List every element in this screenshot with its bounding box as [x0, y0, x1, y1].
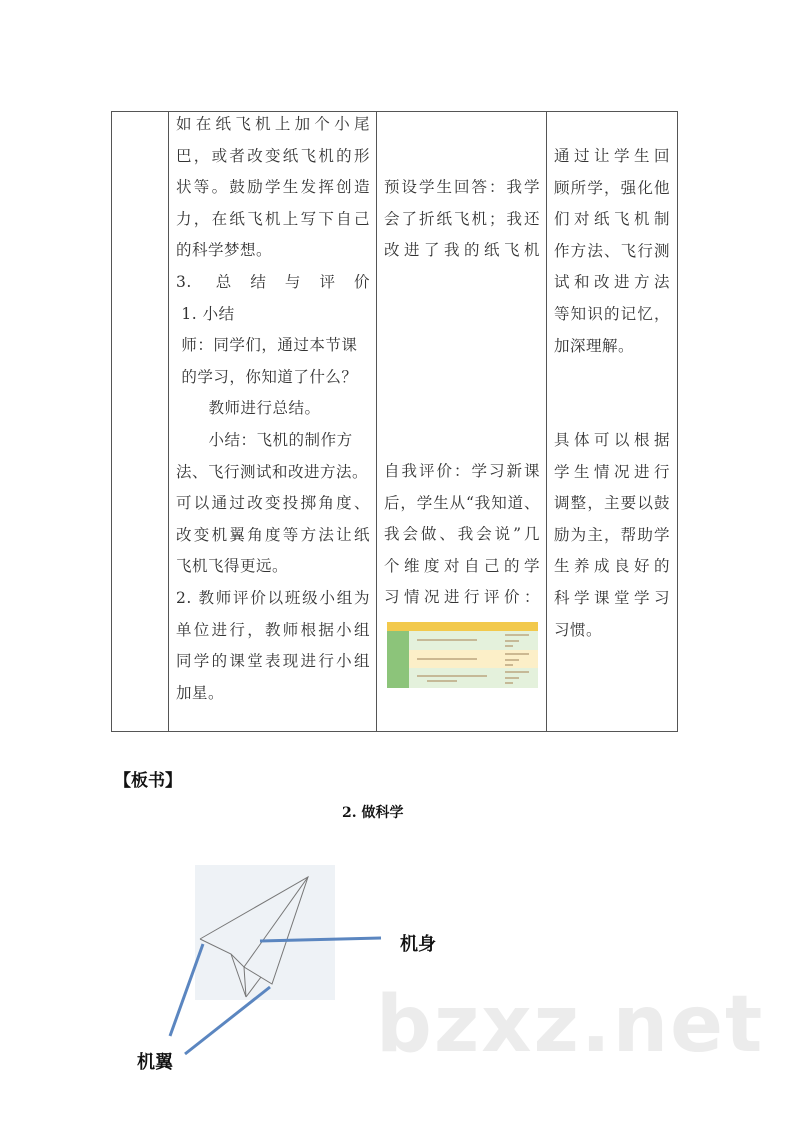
design-intent-text — [554, 141, 670, 362]
board-title: 2. 做科学 — [342, 805, 404, 821]
text-line: 状等。鼓励学生发挥创造 — [176, 178, 370, 197]
text-line: 顾所学，强化他 — [554, 178, 670, 197]
watermark: bzxz.net — [376, 980, 765, 1070]
text-line: 小结：飞机的制作方 — [176, 430, 353, 449]
text-line: 调整，主要以鼓 — [554, 494, 670, 513]
text-line: 习惯。 — [554, 620, 603, 639]
text-line: 的学习，你知道了什么？ — [176, 367, 358, 386]
text-line: 加深理解。 — [554, 336, 635, 355]
text-line: 等知识的记忆， — [554, 304, 670, 323]
text-line: 励为主，帮助学 — [554, 525, 670, 544]
text-line: 教师进行总结。 — [176, 399, 321, 418]
text-line: 改变机翼角度等方法让纸 — [176, 525, 370, 544]
column-divider — [376, 112, 377, 731]
text-line: 加星。 — [176, 683, 225, 702]
text-line: 个维度对自己的学 — [384, 556, 540, 575]
text-line: 法、飞行测试和改进方法。 — [176, 462, 369, 481]
text-line: 1. 小结 — [176, 304, 235, 323]
text-line: 学生情况进行 — [554, 462, 670, 481]
text-line: 自我评价：学习新课 — [384, 462, 540, 480]
text-line: 习情况进行评价： — [384, 588, 540, 607]
text-line: 巴，或者改变纸飞机的形 — [176, 146, 370, 165]
text-line: 师：同学们，通过本节课 — [176, 336, 358, 355]
text-line: 们对纸飞机制 — [554, 210, 670, 229]
text-line: 改进了我的纸飞机 — [384, 241, 540, 260]
text-line: 预设学生回答：我学 — [384, 178, 540, 196]
self-evaluation-text — [384, 456, 540, 614]
text-line: 会了折纸飞机；我还 — [384, 209, 540, 228]
text-line: 生养成良好的 — [554, 557, 670, 576]
column-divider — [168, 112, 169, 731]
teacher-activity-cell — [176, 109, 370, 709]
text-line: 如在纸飞机上加个小尾 — [176, 115, 370, 133]
text-line: 单位进行，教师根据小组 — [176, 620, 370, 639]
text-line: 可以通过改变投掷角度、 — [176, 494, 370, 513]
text-line: 具体可以根据 — [554, 431, 670, 449]
board-heading: 【板书】 — [114, 771, 182, 791]
text-line: 后，学生从“我知道、 — [384, 493, 540, 512]
design-intent-text-2 — [554, 425, 670, 646]
label-wing: 机翼 — [137, 1052, 173, 1073]
text-line: 同学的课堂表现进行小组 — [176, 652, 370, 671]
student-activity-text — [384, 172, 540, 267]
text-line: 试和改进方法 — [554, 273, 670, 292]
text-line: 3. 总结与评价 — [176, 272, 370, 291]
text-line: 2. 教师评价以班级小组为 — [176, 588, 370, 607]
evaluation-table-image — [387, 622, 538, 688]
text-line: 飞机飞得更远。 — [176, 557, 289, 576]
text-line: 的科学梦想。 — [176, 241, 273, 260]
column-divider — [546, 112, 547, 731]
text-line: 作方法、飞行测 — [554, 241, 670, 260]
text-line: 力，在纸飞机上写下自己 — [176, 209, 370, 228]
text-line: 我会做、我会说”几 — [384, 525, 540, 544]
text-line: 科学课堂学习 — [554, 588, 670, 607]
label-body: 机身 — [400, 934, 436, 955]
text-line: 通过让学生回 — [554, 147, 670, 165]
